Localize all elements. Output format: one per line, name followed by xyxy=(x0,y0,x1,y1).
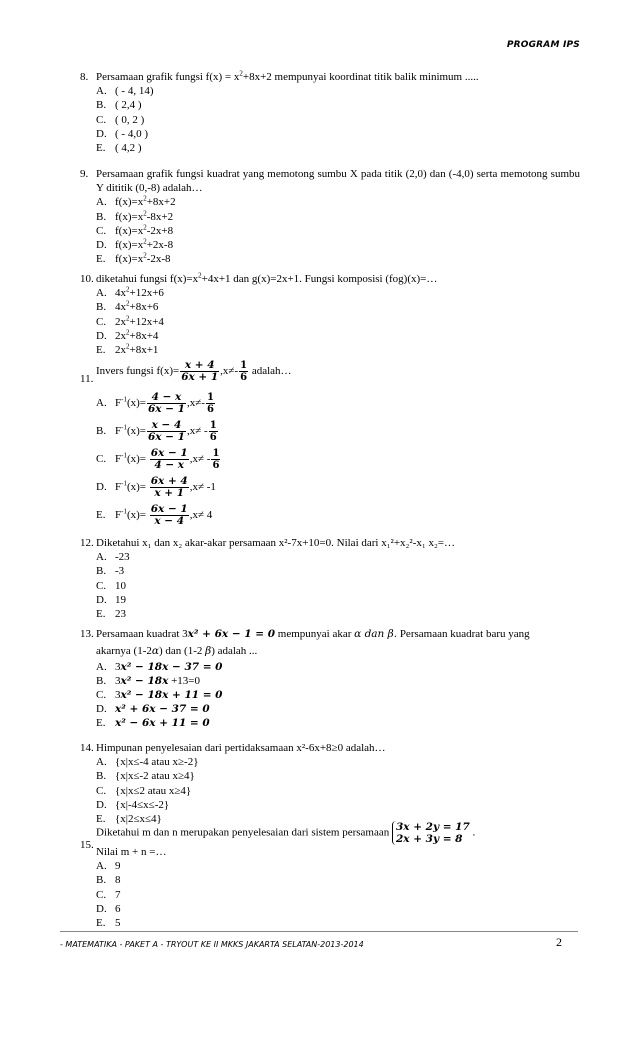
question-10 xyxy=(80,272,580,357)
question-number: 11. xyxy=(80,373,94,385)
option-d: D. $f(x)=x^2+2x-8$ xyxy=(96,237,174,251)
footer-text: - MATEMATIKA - PAKET A - TRYOUT KE II MKKS JAKARTA SELATAN-2013-2014 xyxy=(60,940,364,949)
option-b: B. ( 2,4 ) xyxy=(96,99,142,112)
option-c: C. {x|x≤2 atau x≥4} xyxy=(96,784,192,797)
option-b: B. -3 xyxy=(96,565,125,578)
option-c: C. $f(x)=x^2-2x+8$ xyxy=(96,223,174,237)
option-a: A. 3x² − 18x − 37 = 0 xyxy=(96,661,223,674)
question-9 xyxy=(80,167,580,266)
option-b: B. $f(x)=x^2-8x+2$ xyxy=(96,208,174,223)
page-number: 2 xyxy=(556,935,562,949)
option-e: E. 5 xyxy=(96,916,121,929)
question-number: 13. xyxy=(80,628,94,640)
question-stem-line-2: Nilai m + n =… xyxy=(96,846,167,858)
option-c: C. 10 xyxy=(96,579,126,592)
question-number: 15. xyxy=(80,839,94,851)
question-stem: Diketahui x₁ dan x₂ akar-akar persamaan x²-7x+10=0. Nilai dari x₁²+x₂²-x₁ x₂=… xyxy=(96,537,455,549)
program-header: PROGRAM IPS xyxy=(506,40,580,50)
question-stem: Invers fungsi f(x)= $\frac{x + 4}{6x + 1}$ ,x≠- $\frac{1}{6}$ adalah… xyxy=(96,359,292,383)
question-stem: Persamaan grafik fungsi kuadrat yang memotong sumbu X pada titik (2,0) dan (-4,0) serta memotong sumbu Y dititik (0,-8) adalah… xyxy=(96,168,580,195)
question-15 xyxy=(80,821,580,930)
question-14 xyxy=(80,741,580,826)
option-d: D. 19 xyxy=(96,593,126,606)
option-d: D. {x|-4≤x≤-2} xyxy=(96,798,170,811)
option-b: B. {x|x≤-2 atau x≥4} xyxy=(96,770,195,783)
question-stem-line-2: akarnya (1-2α) dan (1-2 β) adalah ... xyxy=(96,645,258,658)
option-a: A. {x|x≤-4 atau x≥-2} xyxy=(96,756,199,769)
question-number: 12. xyxy=(80,537,94,549)
option-e: E. 23 xyxy=(96,607,126,620)
question-8 xyxy=(80,70,580,155)
option-e: E. {x|2≤x≤4} xyxy=(96,812,162,825)
option-e: E. $F^{-1}(x)=$ $\frac{6x - 1}{x - 4}$ ,x≠ 4 xyxy=(96,503,213,527)
option-c: C. 3x² − 18x + 11 = 0 xyxy=(96,689,223,702)
option-a: A. $f(x)=x^2+8x+2$ xyxy=(96,194,176,209)
option-d: D. $2x^2+8x+4$ xyxy=(96,328,159,342)
excluded-value-fraction: $\frac{1}{6}$ xyxy=(240,360,248,383)
equation-system: 3x + 2y = 17 2x + 3y = 8 xyxy=(392,821,470,845)
question-stem: diketahui fungsi $f(x)=x^2+4x+1$ dan g(x)=2x+1. Fungsi komposisi (fog)(x)=… xyxy=(96,271,438,285)
option-a: A. $4x^2+12x+6$ xyxy=(96,285,164,300)
option-a: A. $F^{-1}(x)=$ $\frac{4 - x}{6x - 1}$ ,x≠- $\frac{1}{6}$ xyxy=(96,391,214,415)
question-11 xyxy=(80,360,580,532)
option-d: D. x² + 6x − 37 = 0 xyxy=(96,703,210,716)
question-stem: Persamaan kuadrat 3x² + 6x − 1 = 0 mempunyai akar α dan β. Persamaan kuadrat baru yang xyxy=(96,628,530,640)
option-c: C. ( 0, 2 ) xyxy=(96,113,145,126)
option-e: E. ( 4,2 ) xyxy=(96,141,142,154)
option-c: C. 7 xyxy=(96,888,121,901)
question-number: 8. xyxy=(80,71,89,83)
question-12 xyxy=(80,536,580,621)
option-d: D. 6 xyxy=(96,902,121,915)
option-b: B. 8 xyxy=(96,874,121,887)
option-b: B. 3x² − 18x +13=0 xyxy=(96,675,201,688)
option-a: A. ( - 4, 14) xyxy=(96,85,154,98)
option-b: B. $4x^2+8x+6$ xyxy=(96,299,159,314)
function-fraction: $\frac{x + 4}{6x + 1}$ xyxy=(181,359,219,383)
option-a: A. 9 xyxy=(96,860,121,873)
question-number: 9. xyxy=(80,168,89,180)
footer-rule xyxy=(60,931,578,932)
question-stem: Himpunan penyelesaian dari pertidaksamaan x²-6x+8≥0 adalah… xyxy=(96,742,386,754)
question-stem: Persamaan grafik fungsi $f(x) = x^2+8x+2$ mempunyai koordinat titik balik minimum ..... xyxy=(96,69,479,83)
option-d: D. ( - 4,0 ) xyxy=(96,127,148,140)
question-number: 10. xyxy=(80,273,94,285)
option-a: A. -23 xyxy=(96,551,130,564)
option-b: B. $F^{-1}(x)=$ $\frac{x - 4}{6x - 1}$ ,x≠ - $\frac{1}{6}$ xyxy=(96,419,217,443)
question-13 xyxy=(80,627,580,730)
question-stem: Diketahui m dan n merupakan penyelesaian dari sistem persamaan 3x + 2y = 17 2x + 3y = 8 . xyxy=(96,821,476,845)
question-number: 14. xyxy=(80,742,94,754)
option-d: D. $F^{-1}(x)=$ $\frac{6x + 4}{x + 1}$ ,x≠ -1 xyxy=(96,475,216,499)
option-e: E. $2x^2+8x+1$ xyxy=(96,342,159,356)
option-c: C. $2x^2+12x+4$ xyxy=(96,313,164,328)
option-c: C. $F^{-1}(x)=$ $\frac{6x - 1}{4 - x}$ ,x≠ - $\frac{1}{6}$ xyxy=(96,447,220,471)
option-e: E. x² − 6x + 11 = 0 xyxy=(96,717,210,730)
option-e: E. $f(x)=x^2-2x-8$ xyxy=(96,251,171,266)
